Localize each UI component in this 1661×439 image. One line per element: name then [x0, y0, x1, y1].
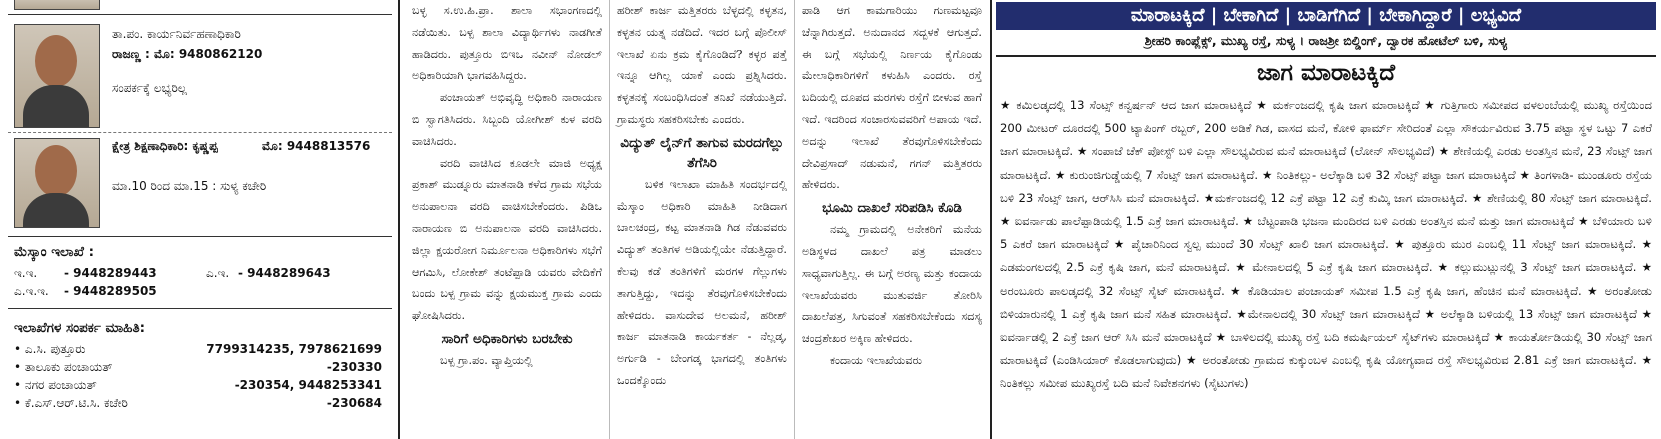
paragraph: ಕಂದಾಯ ಇಲಾಖೆಯವರು: [830, 353, 923, 367]
subheading: ಭೂಮಿ ದಾಖಲೆ ಸರಿಪಡಿಸಿ ಕೊಡಿ: [822, 200, 962, 217]
paragraph: ನಮ್ಮ ಗ್ರಾಮದಲ್ಲಿ ಅನೇಕರಿಗೆ ಮನೆಯ ಅಡಿಸ್ಥಳದ ದಾಖಲೆ ಪತ್ರ ಮಾಡಲು ಸಾಧ್ಯವಾಗುತ್ತಿಲ್ಲ. ಈ ಬಗ್ಗೆ ಅರಣ್ಯ ಮತ್ತು ಕಂದಾಯ ಇಲಾಖೆಯವರು ಮುತುವರ್ಜಿ ತೋರಿಸಿ ದಾಖಲೆಪತ್ರ, ಸಿಗುವಂತೆ ಸಹಕರಿಸಬೇಕೆಂದು ಸದಸ್ಯ ಚಂದ್ರಶೇಖರ ಅಕ್ಕಿಣ ಹೇಳಿದರು.: [802, 223, 982, 346]
officer-1-title: ತಾ.ಪಂ. ಕಾರ್ಯನಿರ್ವಹಣಾಧಿಕಾರಿ: [112, 27, 241, 41]
ad-listings: ★ ಕಮಿಲಡ್ಕದಲ್ಲಿ 13 ಸೆಂಟ್ಸ್ ಕನ್ವರ್ಷನ್ ಆದ ಜಾಗ ಮಾರಾಟಕ್ಕಿದೆ ★ ಮರ್ಕಂಜದಲ್ಲಿ ಕೃಷಿ ಜಾಗ ಮಾರಾಟಕ್ಕಿದೆ ★ ಗುತ್ತಿಗಾರು ಸಮೀಪದ ವಳಲಂಬೆಯಲ್ಲಿ ಮುಖ್ಯ ರಸ್ತೆಯಿಂದ 200 ಮೀಟರ್ ದೂರದಲ್ಲಿ 500 ಟ್ಯಾಪಿಂಗ್ ರಬ್ಬರ್, 200 ಅಡಿಕೆ ಗಿಡ, ವಾಸದ ಮನೆ, ಕೋಳಿ ಫಾರ್ಮ್ ಸೇರಿದಂತೆ ಎಲ್ಲಾ ಸೌಕರ್ಯವಿರುವ 3.75 ಪಟ್ಟಾ ಸ್ಥಳ ಒಟ್ಟು 7 ಎಕರೆ ಜಾಗ ಮಾರಾಟಕ್ಕಿದೆ. ★ ಸಂಪಾಜೆ ಚೆಕ್ ಪೋಸ್ಟ್ ಬಳಿ ಎಲ್ಲಾ ಸೌಲಭ್ಯವಿರುವ ಮನೆ ಮಾರಾಟಕ್ಕಿದೆ (ಲೋನ್ ಸೌಲಭ್ಯವಿದೆ) ★ ಶೇಣಿಯಲ್ಲಿ ಎರಡು ಅಂತಸ್ತಿನ ಮನೆ, 23 ಸೆಂಟ್ಸ್ ಜಾಗ ಮಾರಾಟಕ್ಕಿದೆ. ★ ಕುರುಂಜಿಗುಡ್ಡೆಯಲ್ಲಿ 7 ಸೆಂಟ್ಸ್ ಜಾಗ ಮಾರಾಟಕ್ಕಿದೆ. ★ ನಿಂತಿಕಲ್ಲು- ಅಲೆಕ್ಕಾಡಿ ಬಳಿ 32 ಸೆಂಟ್ಸ್ ಪಟ್ಟಾ ಜಾಗ ಮಾರಾಟಕ್ಕಿದೆ ★ ತಿಂಗಳಾಡಿ- ಮುಂಡೂರು ರಸ್ತೆಯ ಬಳಿ 23 ಸೆಂಟ್ಸ್ ಜಾಗ, ಆರ್‌ಸಿಸಿ ಮನೆ ಮಾರಾಟಕ್ಕಿದೆ. ★ಮರ್ಕಂಜದಲ್ಲಿ 12 ಎಕ್ರೆ ಪಟ್ಟಾ 12 ಎಕ್ರೆ ಕುಮ್ಕಿ ಜಾಗ ಮಾರಾಟಕ್ಕಿದೆ. ★ ಶೇಣಿಯಲ್ಲಿ 80 ಸೆಂಟ್ಸ್ ಜಾಗ ಮಾರಾಟಕ್ಕಿದೆ. ★ ಐವರ್ನಾಡು ಪಾಲೆಪ್ಪಾಡಿಯಲ್ಲಿ 1.5 ಎಕ್ರೆ ಜಾಗ ಮಾರಾಟಕ್ಕಿದೆ. ★ ಬೆಟ್ಟಂಪಾಡಿ ಭಜನಾ ಮಂದಿರದ ಬಳಿ ಎರಡು ಅಂತಸ್ತಿನ ಮನೆ ಮತ್ತು ಜಾಗ ಮಾರಾಟಕ್ಕಿದೆ ★ ಬೆಳಿಯಾರು ಬಳಿ 5 ಎಕರೆ ಜಾಗ ಮಾರಾಟಕ್ಕಿದೆ ★ ಪೈಚಾರಿನಿಂದ ಸ್ವಲ್ಪ ಮುಂದೆ 30 ಸೆಂಟ್ಸ್ ಖಾಲಿ ಜಾಗ ಮಾರಾಟಕ್ಕಿದೆ. ★ ಪುತ್ತೂರು ಮುರ ಎಂಬಲ್ಲಿ 11 ಸೆಂಟ್ಸ್ ಜಾಗ ಮಾರಾಟಕ್ಕಿದೆ. ★ ಎಡಮಂಗಲದಲ್ಲಿ 2.5 ಎಕ್ರೆ ಕೃಷಿ ಜಾಗ, ಮನೆ ಮಾರಾಟಕ್ಕಿದೆ. ★ ಮೇನಾಲದಲ್ಲಿ 5 ಎಕ್ರೆ ಕೃಷಿ ಜಾಗ ಮಾರಾಟಕ್ಕಿದೆ. ★ ಕಲ್ಲುಮುಟ್ಲುನಲ್ಲಿ 3 ಸೆಂಟ್ಸ್ ಜಾಗ ಮಾರಾಟಕ್ಕಿದೆ. ★ ಅರಂಬೂರು ಪಾಲಡ್ಕದಲ್ಲಿ 32 ಸೆಂಟ್ಸ್ ಸೈಟ್ ಮಾರಾಟಕ್ಕಿದೆ. ★ ಕೊಡಿಯಾಲ ಪಂಚಾಯತ್ ಸಮೀಪ 1.5 ಎಕ್ರೆ ಕೃಷಿ ಜಾಗ, ಹೆಂಚಿನ ಮನೆ ಮಾರಾಟಕ್ಕಿದೆ. ★ ಅರಂತೋಡು ಬಿಳಿಯಾರುನಲ್ಲಿ 1 ಎಕ್ರೆ ಕೃಷಿ ಜಾಗ ಮನೆ ಸಹಿತ ಮಾರಾಟಕ್ಕಿದೆ. ★ಮೇನಾಲದಲ್ಲಿ 30 ಸೆಂಟ್ಸ್ ಜಾಗ ಮಾರಾಟಕ್ಕಿದೆ ★ ಅಲೆಕ್ಕಾಡಿ ಬಳಿಯಲ್ಲಿ 13 ಸೆಂಟ್ಸ್ ಜಾಗ ಮಾರಾಟಕ್ಕಿದೆ ★ ಐವರ್ನಾಡಲ್ಲಿ 2 ಎಕ್ರೆ ಜಾಗ ಆರ್ ಸಿಸಿ ಮನೆ ಮಾರಾಟಕ್ಕಿದೆ ★ ಬಾಳಿಲದಲ್ಲಿ ಮುಖ್ಯ ರಸ್ತೆ ಬದಿ ಕಮರ್ಷಿಯಲ್ ಸೈಟ್‌ಗಳು ಮಾರಾಟಕ್ಕಿದೆ ★ ಕಾಯರ್ತೋಡಿಯಲ್ಲಿ 30 ಸೆಂಟ್ಸ್ ಜಾಗ ಮಾರಾಟಕ್ಕಿದೆ (ಎಂಡಿಸಿಯಾರ್ ಕೊಡಲಾಗುವುದು) ★ ಅರಂತೋಡು ಗ್ರಾಮದ ಕುಕ್ಕುಂಬಳ ಎಂಬಲ್ಲಿ ಕೃಷಿ ಯೋಗ್ಯವಾದ ರಸ್ತೆ ಸೌಲಭ್ಯವಿರುವ 2.81 ಎಕ್ರೆ ಜಾಗ ಮಾರಾಟಕ್ಕಿದೆ. ★ ನಿಂತಿಕಲ್ಲು ಸಮೀಪ ಮುಖ್ಯರಸ್ತೆ ಬದಿ ಮನೆ ನಿವೇಶನಗಳು (ಸೈಟುಗಳು): [1000, 98, 1652, 391]
paragraph: ಬಳ್ಳ ಸ.ಉ.ಹಿ.ಪ್ರಾ. ಶಾಲಾ ಸಭಾಂಗಣದಲ್ಲಿ ನಡೆಯಿತು. ಬಳ್ಪ ಶಾಲಾ ವಿದ್ಯಾರ್ಥಿಗಳು ನಾಡಗೀತೆ ಹಾಡಿದರು. ಪುತ್ತೂರು ಬಿಇಒ ನವೀನ್ ನೋಡಲ್ ಅಧಿಕಾರಿಯಾಗಿ ಭಾಗವಹಿಸಿದ್ದರು.: [412, 4, 602, 83]
ad-title: ಜಾಗ ಮಾರಾಟಕ್ಕಿದೆ: [1256, 60, 1396, 86]
dept-row-name: • ಕೆ.ಎಸ್.ಆರ್.ಟಿ.ಸಿ. ಕಚೇರಿ: [14, 396, 128, 410]
column-rule: [609, 0, 610, 439]
paragraph: ಬಳ್ಪ ಗ್ರಾ.ಪಂ. ವ್ಯಾಪ್ತಿಯಲ್ಲಿ: [440, 353, 533, 367]
paragraph: ಪಂಚಾಯತ್ ಅಭಿವೃದ್ಧಿ ಅಧಿಕಾರಿ ನಾರಾಯಣ ಬಿ ಸ್ವಾಗತಿಸಿದರು. ಸಿಬ್ಬಂದಿ ಯೋಗೀಶ್ ಕುಳ ವರದಿ ವಾಚಿಸಿದರು.: [412, 91, 602, 148]
subheading: ಸಾರಿಗೆ ಅಧಿಕಾರಿಗಳು ಬರಬೇಕು: [441, 330, 573, 347]
photo-top-crop: [14, 0, 100, 10]
dept-row-name: • ನಗರ ಪಂಚಾಯತ್: [14, 378, 97, 392]
news-column-3: [802, 0, 982, 372]
mescom-ae-label: ಎ.ಇ.: [206, 266, 230, 280]
divider: [8, 132, 392, 133]
officer-1-phone: ರಾಜಣ್ಣ : ಮೊ: 9480862120: [112, 47, 263, 61]
news-column-2: [617, 0, 787, 392]
dept-row-phone: -230330: [326, 360, 382, 374]
dept-row-phone: -230354, 9448253341: [234, 378, 382, 392]
officer-2-note: ಮಾ.10 ರಿಂದ ಮಾ.15 : ಸುಳ್ಯ ಕಚೇರಿ: [112, 179, 267, 193]
paragraph: ವರದಿ ವಾಚಿಸಿದ ಕೂಡಲೇ ಮಾಜಿ ಅಧ್ಯಕ್ಷ ಪ್ರಕಾಶ್ ಮುಡ್ನೂರು ಮಾತನಾಡಿ ಕಳೆದ ಗ್ರಾಮ ಸಭೆಯ ಅನುಪಾಲನಾ ವರದಿ ವಾಚಿಸಬೇಕೆಂದರು. ಪಿಡಿಒ ನಾರಾಯಣ ಬಿ ಅನುಪಾಲನಾ ವರದಿ ವಾಚಿಸಿದರು. ಜಿಲ್ಲಾ ಕ್ಷಯರೋಗ ನಿರ್ಮೂಲನಾ ಅಧಿಕಾರಿಗಳು ಸಭೆಗೆ ಆಗಮಿಸಿ, ಲೋಕೇಶ್ ತಂಟೆಪ್ಪಾಡಿ ಯವರು ವೇದಿಕೆಗೆ ಬಂದು ಬಳ್ಪ ಗ್ರಾಮ ವನ್ನು ಕ್ಷಯಮುಕ್ತ ಗ್ರಾಮ ಎಂದು ಘೋಷಿಸಿದರು.: [412, 156, 602, 323]
paragraph: ಹರೀಶ್ ಕಾರ್ಜ ಮತ್ತಿತರರು ಬೆಳ್ಳದಲ್ಲಿ ಕಳ್ಳತನ, ಕಳ್ಳತನ ಯತ್ನ ನಡೆದಿದೆ. ಇದರ ಬಗ್ಗೆ ಪೊಲೀಸ್ ಇಲಾಖೆ ಏನು ಕ್ರಮ ಕೈಗೊಂಡಿದೆ? ಕಳ್ಳರ ಪತ್ತೆ ಇನ್ನೂ ಆಗಿಲ್ಲ ಯಾಕೆ ಎಂದು ಪ್ರಶ್ನಿಸಿದರು. ಕಳ್ಳತನಕ್ಕೆ ಸಂಬಂಧಿಸಿದಂತೆ ತನಿಖೆ ನಡೆಯುತ್ತಿದೆ. ಗ್ರಾಮಸ್ಥರು ಸಹಕರಿಸಬೇಕು ಎಂದರು.: [617, 4, 787, 126]
column-rule: [794, 0, 795, 439]
ad-address: ಶ್ರೀಹರಿ ಕಾಂಪ್ಲೆಕ್ಸ್, ಮುಖ್ಯ ರಸ್ತೆ, ಸುಳ್ಯ । ರಾಜಶ್ರೀ ಬಿಲ್ಡಿಂಗ್, ದ್ವಾರಕ ಹೋಟೆಲ್ ಬಳಿ, ಸುಳ್ಯ: [1144, 33, 1508, 48]
mescom-ae-phone: - 9448289643: [238, 266, 331, 280]
officer-1-status: ಸಂಪರ್ಕಕ್ಕೆ ಲಭ್ಯರಿಲ್ಲ: [112, 81, 187, 95]
divider: [996, 55, 1656, 57]
contact-panel: [0, 0, 400, 439]
mescom-ee-phone: - 9448289443: [64, 266, 157, 280]
dept-row-phone: 7799314235, 7978621699: [206, 342, 382, 356]
news-column-1: [412, 0, 602, 372]
ad-category-banner: ಮಾರಾಟಕ್ಕಿದೆ | ಬೇಕಾಗಿದೆ | ಬಾಡಿಗೆಗಿದೆ | ಬೇಕಾಗಿದ್ದಾರೆ | ಲಭ್ಯವಿದೆ: [996, 2, 1656, 30]
classified-ad: [990, 0, 1661, 439]
divider: [8, 236, 392, 237]
dept-row-phone: -230684: [326, 396, 382, 410]
subheading: ವಿದ್ಯುತ್ ಲೈನ್‌ಗೆ ತಾಗುವ ಮರದಗೆಲ್ಲು ತೆಗೆಸಿರಿ: [620, 134, 784, 171]
departments-heading: ಇಲಾಖೆಗಳ ಸಂಪರ್ಕ ಮಾಹಿತಿ:: [14, 320, 145, 336]
mescom-heading: ಮೆಸ್ಕಾಂ ಇಲಾಖೆ :: [14, 244, 95, 260]
mescom-aee-label: ಎ.ಇ.ಇ.: [14, 284, 49, 298]
mescom-aee-phone: - 9448289505: [64, 284, 157, 298]
officer-2-title: ಕ್ಷೇತ್ರ ಶಿಕ್ಷಣಾಧಿಕಾರಿ: ಕೃಷ್ಣಪ್ಪ: [112, 139, 218, 153]
officer-photo-2: [14, 138, 100, 228]
mescom-ee-label: ಇ.ಇ.: [14, 266, 38, 280]
paragraph: ಪಾಡಿ ಆಗ ಕಾಮಗಾರಿಯು ಗುಣಮಟ್ಟವೂ ಚೆನ್ನಾಗಿರುತ್ತದೆ. ಅನುದಾನದ ಸದ್ಬಳಕೆ ಆಗುತ್ತದೆ. ಈ ಬಗ್ಗೆ ಸಭೆಯಲ್ಲಿ ನಿರ್ಣಯ ಕೈಗೊಂಡು ಮೇಲಾಧಿಕಾರಿಗಳಿಗೆ ಕಳುಹಿಸಿ ಎಂದರು. ರಸ್ತೆ ಬದಿಯಲ್ಲಿ ದೂಪದ ಮರಗಳು ರಸ್ತೆಗೆ ಬೀಳುವ ಹಾಗೆ ಇದೆ. ಇದರಿಂದ ಸಂಚಾರಸುವವರಿಗೆ ಅಪಾಯ ಇದೆ. ಅದನ್ನು ಇಲಾಖೆ ತೆರವುಗೊಳಿಸಬೇಕೆಂದು ದೇವಿಪ್ರಸಾದ್ ನಡುಮನೆ, ಗಗನ್ ಮತ್ತಿತರರು ಹೇಳಿದರು.: [802, 4, 982, 192]
officer-photo-1: [14, 24, 100, 128]
paragraph: ಬಳಿಕ ಇಲಾಖಾ ಮಾಹಿತಿ ಸಂದರ್ಭದಲ್ಲಿ ಮೆಸ್ಕಾಂ ಅಧಿಕಾರಿ ಮಾಹಿತಿ ನೀಡಿದಾಗ ಬಾಲಚಂದ್ರ, ಕಟ್ಟ ಮಾತನಾಡಿ ಗಿಡ ನೆಡುವವರು ವಿದ್ಯುತ್ ತಂತಿಗಳ ಅಡಿಯಲ್ಲಿಯೇ ನೆಡುತ್ತಿದ್ದಾರೆ. ಕೆಲವು ಕಡೆ ತಂತಿಗಳಿಗೆ ಮರಗಳ ಗೆಲ್ಲುಗಳು ತಾಗುತ್ತಿದ್ದು, ಇದನ್ನು ತೆರವುಗೊಳಿಸಬೇಕೆಂದು ಹೇಳಿದರು. ವಾಸುದೇವ ಅಲಮನೆ, ಹರೀಶ್ ಕಾರ್ಜ ಮಾತನಾಡಿ ಕಾರ್ಯಕರ್ತ - ನೆಲ್ಲಡ್ಕ, ಅರ್ಗುಡಿ - ಬೇಂಗಡ್ಕ ಭಾಗದಲ್ಲಿ ತಂತಿಗಳು ಒಂದಕ್ಕೊಂದು: [617, 177, 787, 387]
dept-row-name: • ಎ.ಸಿ. ಪುತ್ತೂರು: [14, 342, 86, 356]
divider: [8, 14, 392, 15]
officer-2-phone: ಮೊ: 9448813576: [262, 139, 371, 153]
dept-row-name: • ತಾಲೂಕು ಪಂಚಾಯತ್: [14, 360, 113, 374]
divider: [8, 308, 392, 309]
